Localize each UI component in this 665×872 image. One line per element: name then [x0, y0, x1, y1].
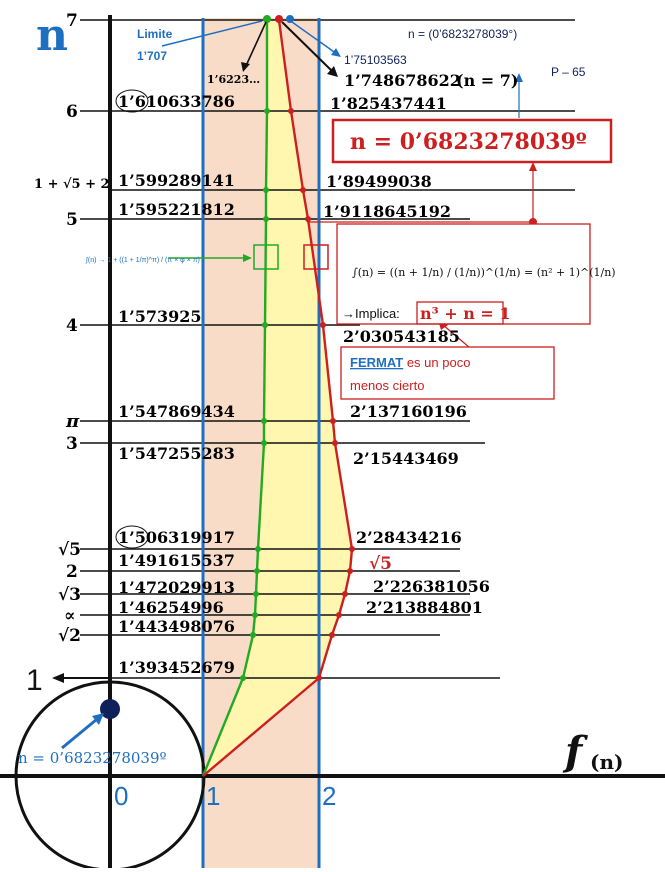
row-label-pi: π: [66, 411, 80, 432]
fermat-text-line2: menos cierto: [350, 378, 425, 393]
green-value-one: 1’393452679: [118, 658, 235, 677]
green-value-6: 1’610633786: [118, 92, 235, 111]
row-label-sqrt5: √5: [58, 540, 82, 560]
green-value-3: 1’547255283: [118, 444, 235, 463]
x-axis-title: f: [565, 728, 583, 775]
red-value-7-suffix: (n = 7): [456, 71, 519, 90]
row-label-5: 5: [66, 210, 78, 230]
fermat-text-line1: [350, 355, 470, 370]
red-curve-point-7: [349, 546, 355, 552]
fermat-rest: es un poco: [403, 355, 471, 370]
red-curve-point-9: [342, 591, 348, 597]
fermat-link[interactable]: FERMAT: [350, 355, 404, 370]
x-tick-1: 1: [206, 781, 221, 811]
red-value-7: 1’748678622: [344, 71, 461, 90]
red-value-r15: 1’89499038: [326, 172, 432, 191]
circle-n-label: n = 0’6823278039º: [18, 749, 167, 767]
green-value-5: 1’595221812: [118, 200, 235, 219]
green-curve-point-9: [253, 591, 259, 597]
red-value-6: 1’825437441: [330, 94, 447, 113]
top-green-point: [263, 15, 271, 23]
x-tick-2: 2: [322, 781, 337, 811]
implica-equation: n³ + n = 1: [420, 304, 511, 323]
value-1-6223: 1’6223…: [207, 73, 261, 86]
red-curve-point-4: [320, 322, 326, 328]
row-label-sqrt2: √2: [58, 626, 82, 646]
red-curve-point-6: [332, 440, 338, 446]
row-label-3: 3: [66, 434, 78, 454]
row-label-6: 6: [66, 102, 78, 122]
green-curve-point-10: [252, 612, 258, 618]
implica-prefix: →Implica:: [342, 306, 400, 321]
top-red-point: [275, 15, 283, 23]
x-tick-0: 0: [114, 781, 129, 811]
green-curve-point-6: [261, 440, 267, 446]
row-label-2: 2: [66, 562, 78, 582]
value-1-751: 1’75103563: [344, 53, 407, 67]
green-curve-point-8: [254, 568, 260, 574]
red-curve-point-11: [329, 632, 335, 638]
red-curve-point-3: [305, 216, 311, 222]
red-curve-point-2: [300, 187, 306, 193]
red-curve-point-1: [288, 108, 294, 114]
red-value-sqrt5: 2’28434216: [356, 528, 462, 547]
green-value-propto: 1’46254996: [118, 598, 224, 617]
red-value-5: 1’9118645192: [323, 202, 452, 221]
row-label-4: 4: [66, 316, 78, 336]
red-value-pi: 2’137160196: [350, 402, 467, 421]
limite-value: 1’707: [137, 49, 168, 63]
green-curve-point-3: [263, 216, 269, 222]
red-value-sqrt5-mark: √5: [369, 554, 393, 574]
green-curve-point-5: [261, 418, 267, 424]
green-curve-point-7: [255, 546, 261, 552]
row-label-7: 7: [66, 11, 78, 31]
red-value-4: 2’030543185: [343, 327, 460, 346]
green-value-sqrt3: 1’472029913: [118, 578, 235, 597]
red-curve-point-5: [330, 418, 336, 424]
green-value-4: 1’573925: [118, 307, 202, 326]
row-label-r15: 1 + √5 + 2: [34, 177, 110, 192]
red-curve-point-12: [316, 675, 322, 681]
red-curve-point-8: [347, 568, 353, 574]
row-label-sqrt3: √3: [58, 585, 82, 605]
n-result-text: n = 0’6823278039º: [350, 129, 587, 155]
green-curve-point-11: [250, 632, 256, 638]
green-curve-point-1: [264, 108, 270, 114]
green-curve-point-2: [263, 187, 269, 193]
green-value-h1: 1’491615537: [118, 551, 235, 570]
row-label-propto: ∝: [64, 606, 76, 626]
small-formula: ∫(n) → 1 + ((1 + 1/π)^π) / (π × φ × π): [86, 257, 200, 264]
arrow-1-751-head: [331, 48, 341, 57]
formula-text: ∫(n) = ((n + 1/n) / (1/n))^(1/n) = (n² + 1)^(1/n): [352, 266, 616, 279]
green-curve-point-4: [262, 322, 268, 328]
green-value-sqrt2: 1’443498076: [118, 617, 235, 636]
y-axis-title: n: [36, 10, 68, 61]
green-value-sqrt5: 1’506319917: [118, 528, 235, 547]
x-axis-subscript: (n): [590, 750, 624, 774]
red-curve-point-10: [336, 612, 342, 618]
page-label: P – 65: [551, 65, 586, 79]
y-label-one: 1: [26, 664, 43, 697]
red-value-propto: 2’213884801: [366, 598, 483, 617]
limite-label: Limite: [137, 27, 173, 41]
n-paren-label: n = (0’6823278039°): [408, 27, 518, 41]
arrow-head-one: [52, 673, 64, 683]
arrow-formula-up-head: [529, 162, 537, 171]
green-value-r15: 1’599289141: [118, 171, 235, 190]
red-value-3: 2’15443469: [353, 449, 459, 468]
red-value-sqrt3: 2’226381056: [373, 577, 490, 596]
green-value-pi: 1’547869434: [118, 402, 235, 421]
circle-point-n: [100, 699, 120, 719]
green-curve-point-12: [240, 675, 246, 681]
